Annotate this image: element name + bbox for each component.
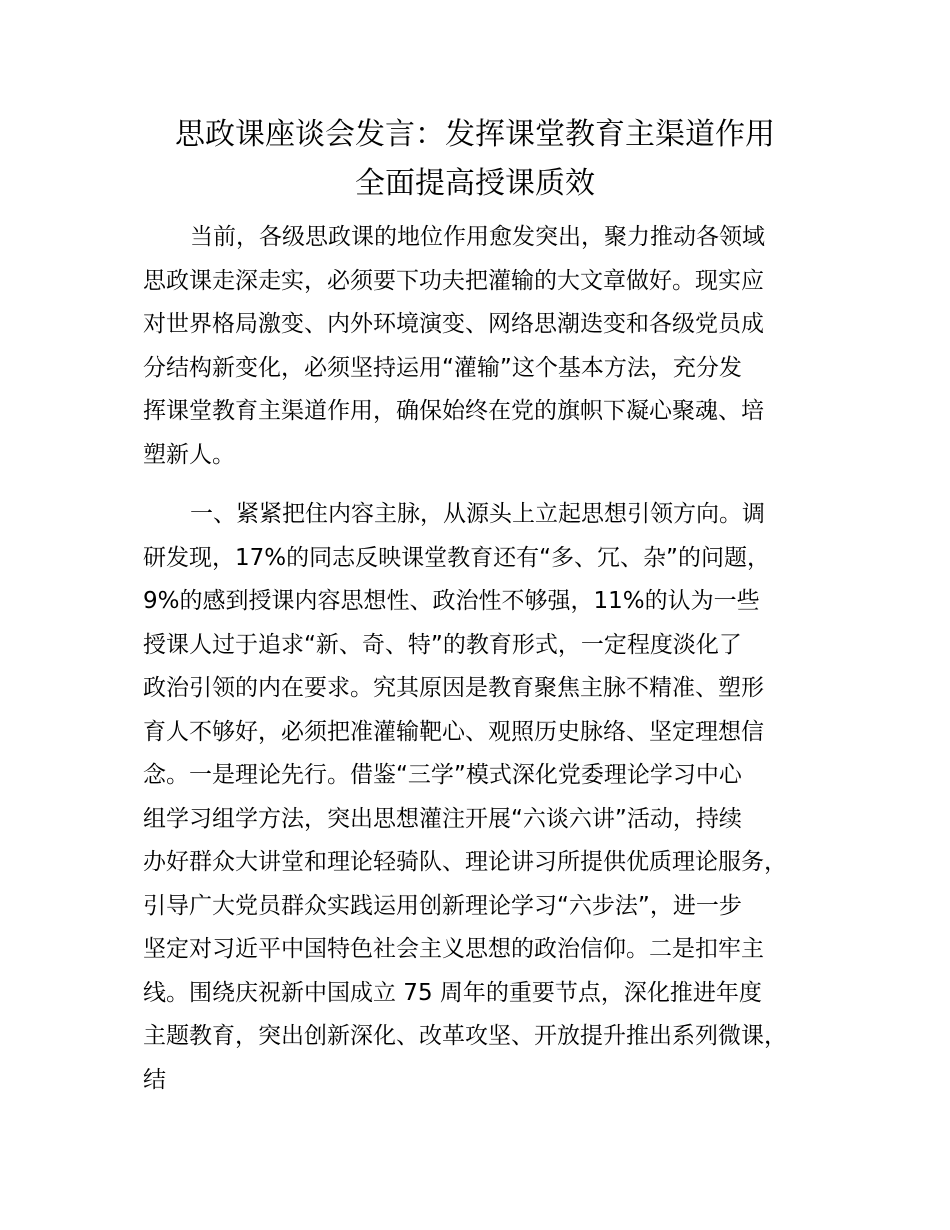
paragraph-line: 主题教育，突出创新深化、改革攻坚、开放提升推出系列微课，	[143, 1023, 787, 1049]
paragraph-line: 一、紧紧把住内容主脉，从源头上立起思想引领方向。调	[190, 501, 765, 527]
title-line: 全面提高授课质效	[355, 166, 595, 201]
paragraph-line: 塑新人。	[143, 441, 235, 468]
title-line: 思政课座谈会发言：发挥课堂教育主渠道作用	[175, 117, 775, 152]
document-title	[120, 110, 830, 208]
paragraph-line: 思政课走深走实，必须要下功夫把灌输的大文章做好。现实应	[143, 267, 764, 294]
paragraph-line: 当前，各级思政课的地位作用愈发突出，聚力推动各领域	[190, 224, 765, 250]
paragraph-line: 念。一是理论先行。借鉴“三学”模式深化党委理论学习中心	[143, 762, 742, 788]
paragraph-line: 引导广大党员群众实践运用创新理论学习“六步法”，进一步	[143, 892, 742, 919]
paragraph-line: 分结构新变化，必须坚持运用“灌输”这个基本方法，充分发	[143, 354, 742, 381]
paragraph-1	[143, 216, 843, 477]
paragraph-spacer	[143, 477, 843, 493]
paragraph-line: 办好群众大讲堂和理论轻骑队、理论讲习所提供优质理论服务，	[143, 849, 787, 875]
paragraph-line: 育人不够好，必须把准灌输靶心、观照历史脉络、坚定理想信	[143, 718, 764, 745]
document-body	[143, 216, 843, 1102]
paragraph-line: 挥课堂教育主渠道作用，确保始终在党的旗帜下凝心聚魂、培	[143, 398, 764, 424]
paragraph-line: 授课人过于追求“新、奇、特”的教育形式，一定程度淡化了	[143, 631, 742, 658]
paragraph-line: 研发现，17%的同志反映课堂教育还有“多、冗、杂”的问题，	[143, 544, 770, 571]
paragraph-line: 对世界格局激变、内外环境演变、网络思潮迭变和各级党员成	[143, 311, 764, 337]
paragraph-line: 结	[143, 1066, 166, 1093]
paragraph-line: 线。围绕庆祝新中国成立 75 周年的重要节点，深化推进年度	[143, 979, 762, 1006]
paragraph-line: 政治引领的内在要求。究其原因是教育聚焦主脉不精准、塑形	[143, 675, 764, 701]
paragraph-2	[143, 493, 843, 1102]
paragraph-line: 9%的感到授课内容思想性、政治性不够强，11%的认为一些	[143, 588, 760, 614]
paragraph-line: 坚定对习近平中国特色社会主义思想的政治信仰。二是扣牢主	[143, 936, 764, 962]
paragraph-line: 组学习组学方法，突出思想灌注开展“六谈六讲”活动，持续	[143, 805, 742, 832]
